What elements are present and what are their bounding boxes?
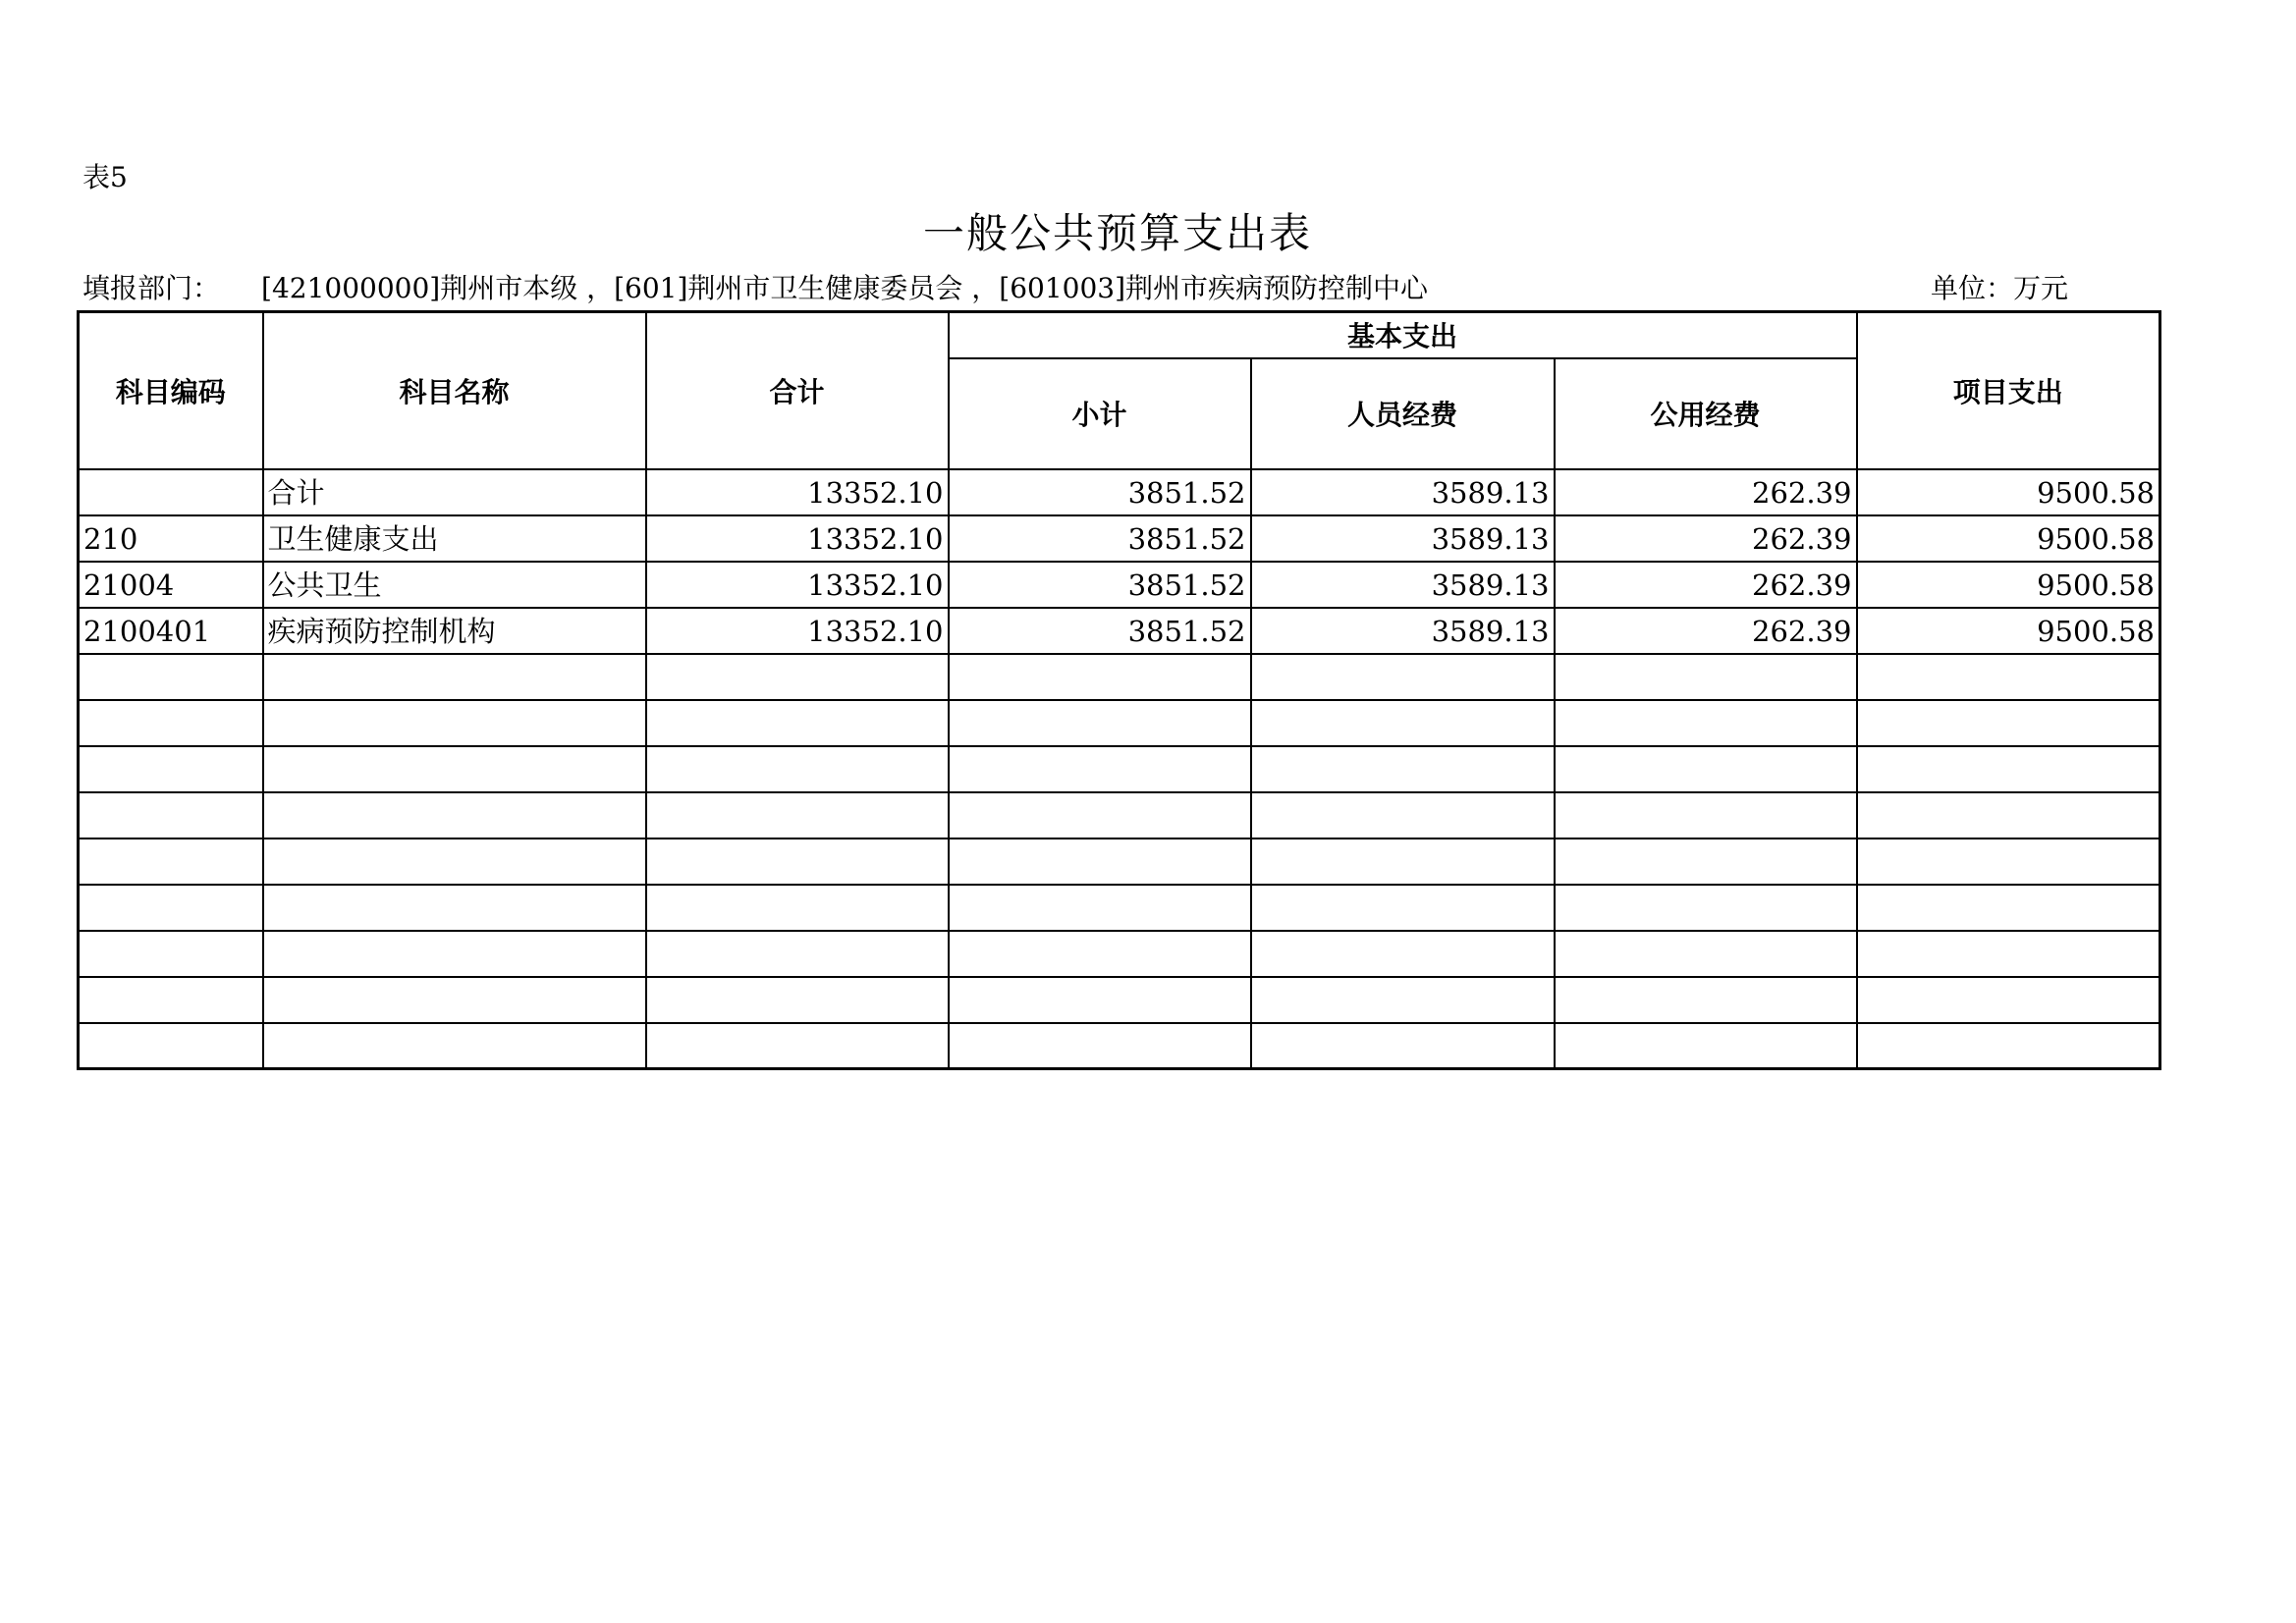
cell-subject-name bbox=[263, 885, 646, 931]
cell-subtotal: 3851.52 bbox=[949, 515, 1251, 562]
cell-public-cost bbox=[1555, 839, 1857, 885]
cell-subtotal bbox=[949, 1023, 1251, 1069]
cell-subject-code bbox=[79, 977, 263, 1023]
cell-personnel-cost bbox=[1251, 700, 1555, 746]
header-project-expenditure: 项目支出 bbox=[1857, 312, 2160, 469]
cell-personnel-cost bbox=[1251, 931, 1555, 977]
cell-personnel-cost: 3589.13 bbox=[1251, 515, 1555, 562]
cell-total bbox=[646, 839, 949, 885]
cell-public-cost: 262.39 bbox=[1555, 515, 1857, 562]
cell-subject-name bbox=[263, 839, 646, 885]
cell-subject-code bbox=[79, 885, 263, 931]
cell-personnel-cost bbox=[1251, 885, 1555, 931]
table-row bbox=[79, 469, 2160, 515]
table-row bbox=[79, 1023, 2160, 1069]
cell-total bbox=[646, 700, 949, 746]
cell-subject-name bbox=[263, 746, 646, 792]
cell-public-cost bbox=[1555, 700, 1857, 746]
cell-personnel-cost bbox=[1251, 839, 1555, 885]
cell-subtotal bbox=[949, 792, 1251, 839]
cell-total bbox=[646, 746, 949, 792]
cell-subject-name bbox=[263, 654, 646, 700]
cell-project-expenditure bbox=[1857, 885, 2160, 931]
cell-total bbox=[646, 977, 949, 1023]
cell-subject-code bbox=[79, 839, 263, 885]
cell-subject-name: 合计 bbox=[263, 469, 646, 515]
table-row bbox=[79, 977, 2160, 1023]
table-row bbox=[79, 608, 2160, 654]
cell-public-cost bbox=[1555, 977, 1857, 1023]
unit-label: 单位：万元 bbox=[1931, 272, 2069, 304]
cell-subtotal: 3851.52 bbox=[949, 469, 1251, 515]
table-body bbox=[79, 469, 2160, 1069]
cell-subject-name: 疾病预防控制机构 bbox=[263, 608, 646, 654]
cell-personnel-cost bbox=[1251, 977, 1555, 1023]
cell-subject-code: 210 bbox=[79, 515, 263, 562]
cell-subject-code bbox=[79, 792, 263, 839]
header-total: 合计 bbox=[646, 312, 949, 469]
cell-personnel-cost bbox=[1251, 792, 1555, 839]
cell-subtotal bbox=[949, 746, 1251, 792]
header-public-cost: 公用经费 bbox=[1555, 358, 1857, 469]
table-row bbox=[79, 700, 2160, 746]
cell-subject-name bbox=[263, 931, 646, 977]
cell-total: 13352.10 bbox=[646, 515, 949, 562]
cell-project-expenditure bbox=[1857, 654, 2160, 700]
cell-project-expenditure: 9500.58 bbox=[1857, 608, 2160, 654]
table-number-label: 表5 bbox=[82, 161, 128, 193]
cell-subtotal bbox=[949, 885, 1251, 931]
cell-subtotal bbox=[949, 839, 1251, 885]
table-row bbox=[79, 931, 2160, 977]
cell-total bbox=[646, 792, 949, 839]
cell-total: 13352.10 bbox=[646, 562, 949, 608]
cell-personnel-cost bbox=[1251, 746, 1555, 792]
header-subject-name: 科目名称 bbox=[263, 312, 646, 469]
cell-subject-code bbox=[79, 469, 263, 515]
cell-subject-name: 公共卫生 bbox=[263, 562, 646, 608]
cell-project-expenditure bbox=[1857, 839, 2160, 885]
cell-public-cost: 262.39 bbox=[1555, 469, 1857, 515]
cell-subject-code bbox=[79, 700, 263, 746]
cell-total bbox=[646, 654, 949, 700]
table-row bbox=[79, 746, 2160, 792]
table-row bbox=[79, 839, 2160, 885]
cell-total bbox=[646, 931, 949, 977]
header-basic-expenditure: 基本支出 bbox=[949, 312, 1857, 358]
cell-subject-code: 2100401 bbox=[79, 608, 263, 654]
reporting-department-value: [421000000]荆州市本级 ，[601]荆州市卫生健康委员会 ，[601003]荆州市疾病预防控制中心 bbox=[261, 272, 1429, 304]
cell-subject-name bbox=[263, 700, 646, 746]
cell-subject-name bbox=[263, 1023, 646, 1069]
cell-project-expenditure bbox=[1857, 1023, 2160, 1069]
cell-public-cost bbox=[1555, 1023, 1857, 1069]
cell-public-cost bbox=[1555, 746, 1857, 792]
header-subject-code: 科目编码 bbox=[79, 312, 263, 469]
cell-project-expenditure: 9500.58 bbox=[1857, 562, 2160, 608]
cell-subject-name bbox=[263, 977, 646, 1023]
cell-project-expenditure bbox=[1857, 931, 2160, 977]
cell-total: 13352.10 bbox=[646, 469, 949, 515]
cell-personnel-cost: 3589.13 bbox=[1251, 562, 1555, 608]
cell-subtotal bbox=[949, 931, 1251, 977]
header-personnel-cost: 人员经费 bbox=[1251, 358, 1555, 469]
cell-subject-code bbox=[79, 746, 263, 792]
table-row bbox=[79, 885, 2160, 931]
cell-project-expenditure: 9500.58 bbox=[1857, 515, 2160, 562]
cell-personnel-cost: 3589.13 bbox=[1251, 469, 1555, 515]
cell-subject-code bbox=[79, 654, 263, 700]
reporting-department-label: 填报部门： bbox=[82, 272, 221, 304]
cell-subtotal bbox=[949, 700, 1251, 746]
cell-subject-name: 卫生健康支出 bbox=[263, 515, 646, 562]
header-subtotal: 小计 bbox=[949, 358, 1251, 469]
cell-personnel-cost: 3589.13 bbox=[1251, 608, 1555, 654]
cell-subject-code: 21004 bbox=[79, 562, 263, 608]
cell-personnel-cost bbox=[1251, 654, 1555, 700]
cell-total: 13352.10 bbox=[646, 608, 949, 654]
cell-project-expenditure bbox=[1857, 746, 2160, 792]
cell-project-expenditure bbox=[1857, 977, 2160, 1023]
cell-subtotal: 3851.52 bbox=[949, 608, 1251, 654]
cell-subtotal: 3851.52 bbox=[949, 562, 1251, 608]
cell-subject-name bbox=[263, 792, 646, 839]
reporting-department bbox=[82, 271, 1428, 306]
page-title: 一般公共预算支出表 bbox=[922, 209, 1312, 257]
cell-project-expenditure bbox=[1857, 700, 2160, 746]
budget-expenditure-table bbox=[77, 310, 2161, 1070]
cell-project-expenditure bbox=[1857, 792, 2160, 839]
cell-public-cost bbox=[1555, 885, 1857, 931]
cell-public-cost bbox=[1555, 931, 1857, 977]
cell-project-expenditure: 9500.58 bbox=[1857, 469, 2160, 515]
cell-public-cost: 262.39 bbox=[1555, 608, 1857, 654]
cell-subject-code bbox=[79, 1023, 263, 1069]
cell-total bbox=[646, 1023, 949, 1069]
cell-total bbox=[646, 885, 949, 931]
table-row bbox=[79, 515, 2160, 562]
cell-public-cost: 262.39 bbox=[1555, 562, 1857, 608]
table-row bbox=[79, 562, 2160, 608]
cell-public-cost bbox=[1555, 792, 1857, 839]
cell-public-cost bbox=[1555, 654, 1857, 700]
table-row bbox=[79, 792, 2160, 839]
cell-personnel-cost bbox=[1251, 1023, 1555, 1069]
cell-subtotal bbox=[949, 654, 1251, 700]
table-row bbox=[79, 654, 2160, 700]
cell-subject-code bbox=[79, 931, 263, 977]
cell-subtotal bbox=[949, 977, 1251, 1023]
